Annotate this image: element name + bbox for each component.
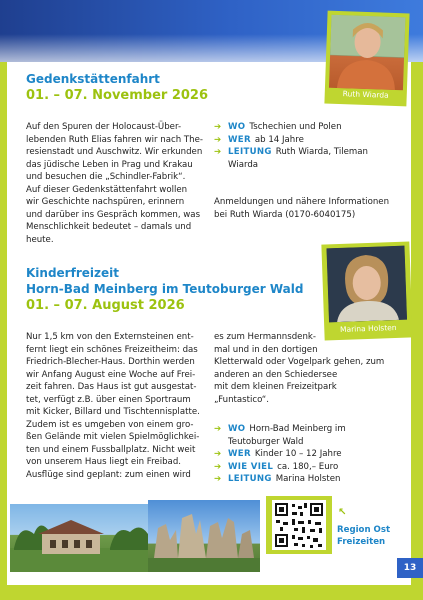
region-label: Region Ost Freizeiten: [337, 525, 391, 547]
text-line: heute.: [26, 234, 54, 245]
portrait-ruth-wiarda: [329, 15, 406, 91]
text-line: Nur 1,5 km von den Externsteinen ent-: [26, 332, 194, 342]
section1-info: [214, 121, 404, 171]
text-line: zeit fahren. Das Haus ist gut ausgestat-: [26, 382, 197, 392]
text-line: Ausflüge sind geplant: zum einen wird: [26, 469, 191, 480]
portrait-frame-ruth: [324, 11, 409, 107]
section2-info: [214, 423, 409, 486]
qr-code-frame: [266, 496, 332, 554]
portrait-marina-holsten: [326, 246, 407, 323]
text-line: wir Geschichte nachspüren, erinnern: [26, 197, 185, 207]
section1-title: Gedenkstättenfahrt: [26, 72, 160, 86]
arrow-icon: ➔: [214, 424, 222, 434]
arrow-icon: ➔: [214, 147, 222, 157]
info-row-wo: ➔ WO Horn-Bad Meinberg im Teutoburger Wald: [214, 424, 346, 447]
text-line: lebenden Ruth Elias fahren wir nach The-: [26, 134, 203, 145]
arrow-icon: ➔: [214, 134, 222, 145]
caption-ruth: Ruth Wiarda: [342, 89, 389, 100]
section2-title-line2: Horn-Bad Meinberg im Teutoburger Wald: [26, 282, 304, 296]
text-line: mal und in den dortigen: [214, 344, 318, 355]
text-line: Auf dieser Gedenkstättenfahrt wollen: [26, 184, 188, 195]
info-row-wie-viel: ➔ WIE VIEL ca. 180,– Euro: [214, 461, 339, 472]
section2-body-left: [26, 331, 216, 481]
section1-contact: Anmeldungen und nähere Informationen bei Ruth Wiarda (0170-6040175): [214, 197, 390, 220]
text-line: das jüdische Leben in Prag und Krakau: [26, 159, 193, 170]
info-row-leitung: ➔ LEITUNG Ruth Wiarda, Tileman Wiarda: [214, 147, 368, 170]
section1-body: [26, 121, 216, 246]
arrow-icon: ➔: [214, 449, 222, 459]
portrait-frame-marina: [321, 241, 412, 340]
section2-dates: 01. – 07. August 2026: [26, 298, 185, 313]
arrow-icon: ➔: [214, 474, 222, 484]
text-line: von unserem Haus liegt ein Freibad.: [26, 457, 182, 467]
text-line: Zudem ist es umgeben von einem gro-: [26, 419, 194, 430]
text-line: und besuchen die „Schindler-Fabrik“.: [26, 172, 186, 182]
text-line: ten und einem Fussballplatz. Nicht weit: [26, 444, 196, 455]
text-line: und darüber ins Gespräch kommen, was: [26, 209, 201, 220]
info-row-wer: ➔ WER Kinder 10 – 12 Jahre: [214, 449, 342, 459]
text-line: fernt liegt ein schönes Freizeitheim: das: [26, 344, 198, 355]
text-line: Friedrich-Blecher-Haus. Dorthin werden: [26, 357, 195, 367]
text-line: es zum Hermannsdenk-: [214, 332, 316, 342]
section2-title-line1: Kinderfreizeit: [26, 266, 119, 280]
photo-freizeitheim: [10, 504, 150, 572]
arrow-icon: ➔: [214, 461, 222, 472]
section1-dates: 01. – 07. November 2026: [26, 88, 209, 103]
info-row-leitung: ➔ LEITUNG Marina Holsten: [214, 474, 341, 484]
text-line: Auf den Spuren der Holocaust-Über-: [26, 122, 182, 132]
text-line: tet, verfügt z.B. über einen Sportraum: [26, 394, 191, 405]
info-row-wer: ➔ WER ab 14 Jahre: [214, 134, 304, 145]
text-line: wir Anfang August eine Woche auf Frei-: [26, 369, 196, 380]
arrow-up-left-icon: ↖: [338, 507, 347, 518]
text-line: „Funtastico“.: [214, 394, 269, 405]
info-row-wo: ➔ WO Tschechien und Polen: [214, 122, 342, 132]
text-line: mit Kicker, Billard und Tischtennisplatte.: [26, 407, 200, 417]
arrow-icon: ➔: [214, 122, 222, 132]
page-number: 13: [397, 558, 423, 578]
qr-code[interactable]: [272, 500, 326, 550]
text-line: Kletterwald oder Vogelpark gehen, zum: [214, 357, 385, 367]
section2-body-right: [214, 331, 404, 406]
text-line: mit dem kleinen Freizeitpark: [214, 382, 337, 392]
text-line: anderen an den Schiedersee: [214, 369, 338, 380]
text-line: Menschlichkeit bedeutet – damals und: [26, 222, 192, 232]
caption-marina: Marina Holsten: [339, 322, 397, 334]
text-line: ßen Gelände mit vielen Spielmöglichkei-: [26, 432, 200, 442]
photo-externsteine: [148, 500, 260, 572]
text-line: resienstadt und Auschwitz. Wir erkunden: [26, 147, 203, 157]
